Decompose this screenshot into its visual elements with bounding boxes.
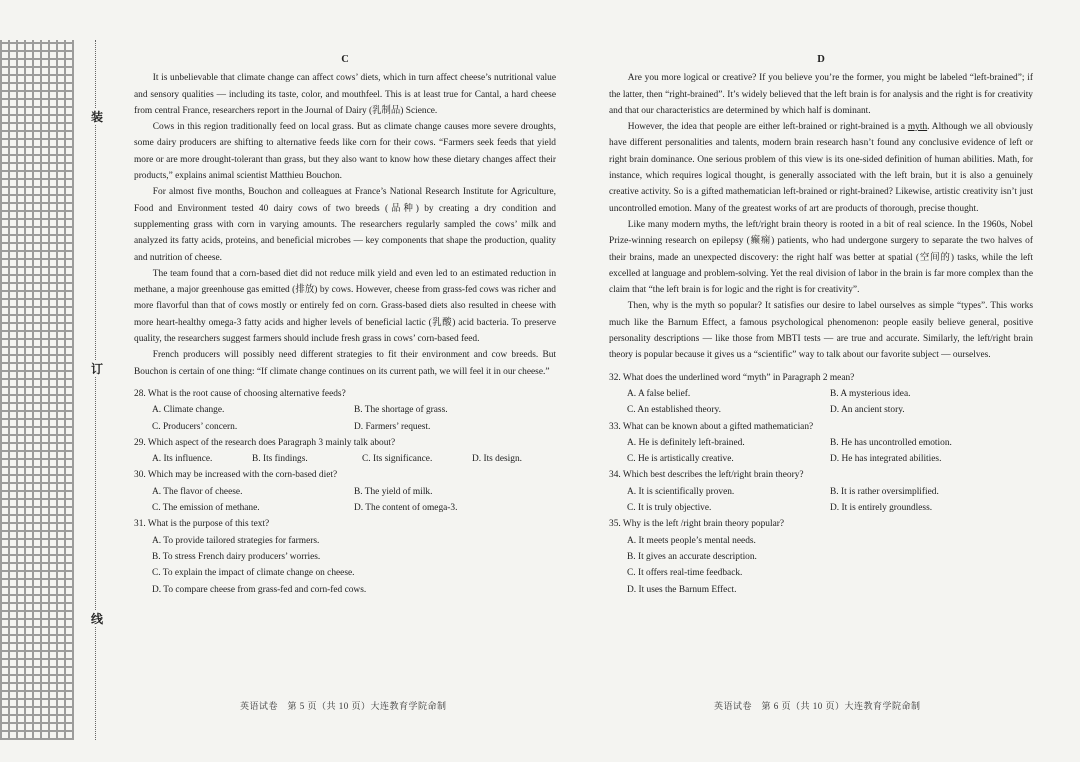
option[interactable]: A. To provide tailored strategies for farmers.	[152, 535, 320, 546]
option[interactable]: D. He has integrated abilities.	[830, 454, 942, 465]
option[interactable]: D. It uses the Barnum Effect.	[627, 584, 737, 595]
option[interactable]: A. He is definitely left-brained.	[627, 437, 745, 448]
option[interactable]: B. A mysterious idea.	[830, 388, 911, 399]
option[interactable]: A. A false belief.	[627, 388, 691, 399]
passage-d-paragraph: Then, why is the myth so popular? It satisfies our desire to label ourselves as simple “types”. This works much like the Barnum Effect, a famous psychological phenomenon: people easily believe general, positive personality descriptions — like those from MBTI tests — are true and accurate. Similarly, the left/right brain theory is popular because it gives us a “scientific” way to talk about our favorite subject — ourselves.	[609, 301, 1033, 361]
question-29: 29. Which aspect of the research does Paragraph 3 mainly talk about?	[134, 437, 396, 448]
option[interactable]: D. To compare cheese from grass-fed and corn-fed cows.	[152, 584, 367, 595]
binding-mark-zhuang: 装	[90, 110, 103, 124]
option[interactable]: B. To stress French dairy producers’ worries.	[152, 551, 321, 562]
question-28-options	[134, 402, 556, 435]
binding-dotted-line	[95, 40, 96, 740]
passage-d-paragraph: However, the idea that people are either left-brained or right-brained is a myth. Although we all obviously have different personalities and talents, modern brain research hasn’t found any conclusive evidence of left or right brain dominance. One serious problem of this view is its one-sided definition of human abilities. Math, for instance, which requires logical thought, is generally associated with the left brain, but it is also a genuinely creative activity. So is a gifted mathematician left-brained or right-brained? Likewise, artistic creativity isn’t just uncontrolled emotion. Many of the greatest works of art are products of thorough, precise thought.	[609, 122, 1034, 214]
passage-d-paragraph: Like many modern myths, the left/right brain theory is rooted in a bit of real science. In the 1960s, Nobel Prize-winning research on epilepsy (癫痫) patients, who had undergone surgery to separate the two halves of their brains, made an unexpected discovery: the right half was better at spatial (空间的) tasks, while the left excelled at language and problem-solving. Yet the real division of labor in the brain is far more complex than the claim that “the left brain is for logic and the right is for creativity”.	[609, 219, 1033, 296]
option[interactable]: B. The shortage of grass.	[354, 405, 448, 416]
option[interactable]: A. Its influence.	[152, 454, 213, 465]
page-footer-left: 英语试卷 第 5 页（共 10 页）大连教育学院命制	[240, 701, 447, 711]
passage-c-paragraph: The team found that a corn-based diet did not reduce milk yield and even led to an estimated reduction in methane, a major greenhouse gas emitted (排放) by cows. However, cheese from grass-fed cows was richer and more flavorful than that of cows mostly or entirely fed on corn. Grass-based diets also resulted in cheese with more heart-healthy omega-3 fatty acids and higher levels of beneficial lactic (乳酸) acid bacteria. To preserve quality, the researchers suggest farmers should include fresh grass in cows’ corn-based feed.	[134, 268, 556, 345]
question-33-options	[609, 435, 1033, 468]
option[interactable]: C. He is artistically creative.	[627, 454, 734, 465]
passage-c-paragraph: French producers will possibly need different strategies to fit their environment and cow breeds. But Bouchon is certain of one thing: “If climate change continues on its current path, we will feel it in our cheese.”	[134, 350, 556, 377]
option[interactable]: A. It meets people’s mental needs.	[627, 535, 756, 546]
passage-c-paragraph: For almost five months, Bouchon and colleagues at France’s National Research Institute for Agriculture, Food and Environment tested 40 dairy cows of two breeds (品种) by creating a dry condition and supplementing grass with corn in varying amounts. The researchers regularly sampled the cows’ milk and analyzed its fatty acids, proteins, and beneficial microbes — key components that shape the production, quality and nutrition of cheese.	[134, 187, 556, 263]
option[interactable]: B. It gives an accurate description.	[627, 551, 757, 562]
option[interactable]: C. An established theory.	[627, 405, 721, 416]
option[interactable]: B. He has uncontrolled emotion.	[830, 437, 952, 448]
question-34: 34. Which best describes the left/right brain theory?	[609, 470, 804, 481]
passage-d-title: D	[817, 54, 825, 65]
passage-c-questions	[134, 386, 556, 598]
binding-mark-ding: 订	[90, 362, 103, 376]
passage-d-column	[609, 52, 1033, 598]
option[interactable]: D. It is entirely groundless.	[830, 503, 933, 514]
binding-mark-xian: 线	[90, 612, 103, 626]
question-32: 32. What does the underlined word “myth” in Paragraph 2 mean?	[609, 372, 855, 383]
question-30: 30. Which may be increased with the corn-based diet?	[134, 470, 338, 481]
option[interactable]: C. The emission of methane.	[152, 503, 260, 514]
passage-d-paragraph: Are you more logical or creative? If you believe you’re the former, you might be labeled “left-brained”; if the latter, then “right-brained”. It’s widely believed that the left brain is for analysis and the right is for creativity and that our characteristics are determined by which half is dominant.	[609, 73, 1033, 116]
passage-d-questions	[609, 370, 1033, 598]
passage-c-paragraph: Cows in this region traditionally feed on local grass. But as climate change causes more severe droughts, some dairy producers are shifting to alternative feeds like corn for their cows. “Farmers seek feeds that yield more or are more drought-tolerant than grass, but they also want to know how these dietary changes affect their products,” explains animal scientist Matthieu Bouchon.	[134, 122, 556, 182]
question-28: 28. What is the root cause of choosing alternative feeds?	[134, 388, 346, 399]
question-32-options	[609, 386, 1033, 419]
option[interactable]: A. The flavor of cheese.	[152, 486, 243, 497]
option[interactable]: C. Producers’ concern.	[152, 421, 238, 432]
option[interactable]: B. It is rather oversimplified.	[830, 486, 939, 497]
underlined-word-myth: myth	[907, 122, 928, 133]
binding-margin-pattern	[0, 40, 74, 740]
option[interactable]: D. An ancient story.	[830, 405, 905, 416]
option[interactable]: A. It is scientifically proven.	[627, 486, 735, 497]
question-29-options	[134, 451, 556, 467]
passage-c-paragraph: It is unbelievable that climate change can affect cows’ diets, which in turn affect cheese’s nutritional value and sensory qualities — including its taste, color, and mouthfeel. This is at least true for Cantal, a hard cheese from central France, researchers report in the Journal of Dairy (乳制品) Science.	[134, 73, 556, 116]
option[interactable]: B. Its findings.	[252, 454, 308, 465]
option[interactable]: B. The yield of milk.	[354, 486, 433, 497]
question-34-options	[609, 484, 1033, 517]
option[interactable]: D. Farmers’ request.	[354, 421, 431, 432]
page-footer-right: 英语试卷 第 6 页（共 10 页）大连教育学院命制	[714, 701, 921, 711]
option[interactable]: D. Its design.	[472, 454, 522, 465]
question-31: 31. What is the purpose of this text?	[134, 519, 270, 530]
option[interactable]: D. The content of omega-3.	[354, 503, 458, 514]
passage-c-column	[134, 52, 556, 598]
option[interactable]: C. It is truly objective.	[627, 503, 712, 514]
question-31-options	[134, 533, 556, 598]
question-35-options	[609, 533, 1033, 598]
option[interactable]: A. Climate change.	[152, 405, 225, 416]
option[interactable]: C. Its significance.	[362, 454, 433, 465]
option[interactable]: C. It offers real-time feedback.	[627, 568, 743, 579]
option[interactable]: C. To explain the impact of climate change on cheese.	[152, 568, 355, 579]
question-30-options	[134, 484, 556, 517]
question-35: 35. Why is the left /right brain theory popular?	[609, 519, 785, 530]
passage-c-title: C	[341, 54, 349, 65]
question-33: 33. What can be known about a gifted mathematician?	[609, 421, 814, 432]
